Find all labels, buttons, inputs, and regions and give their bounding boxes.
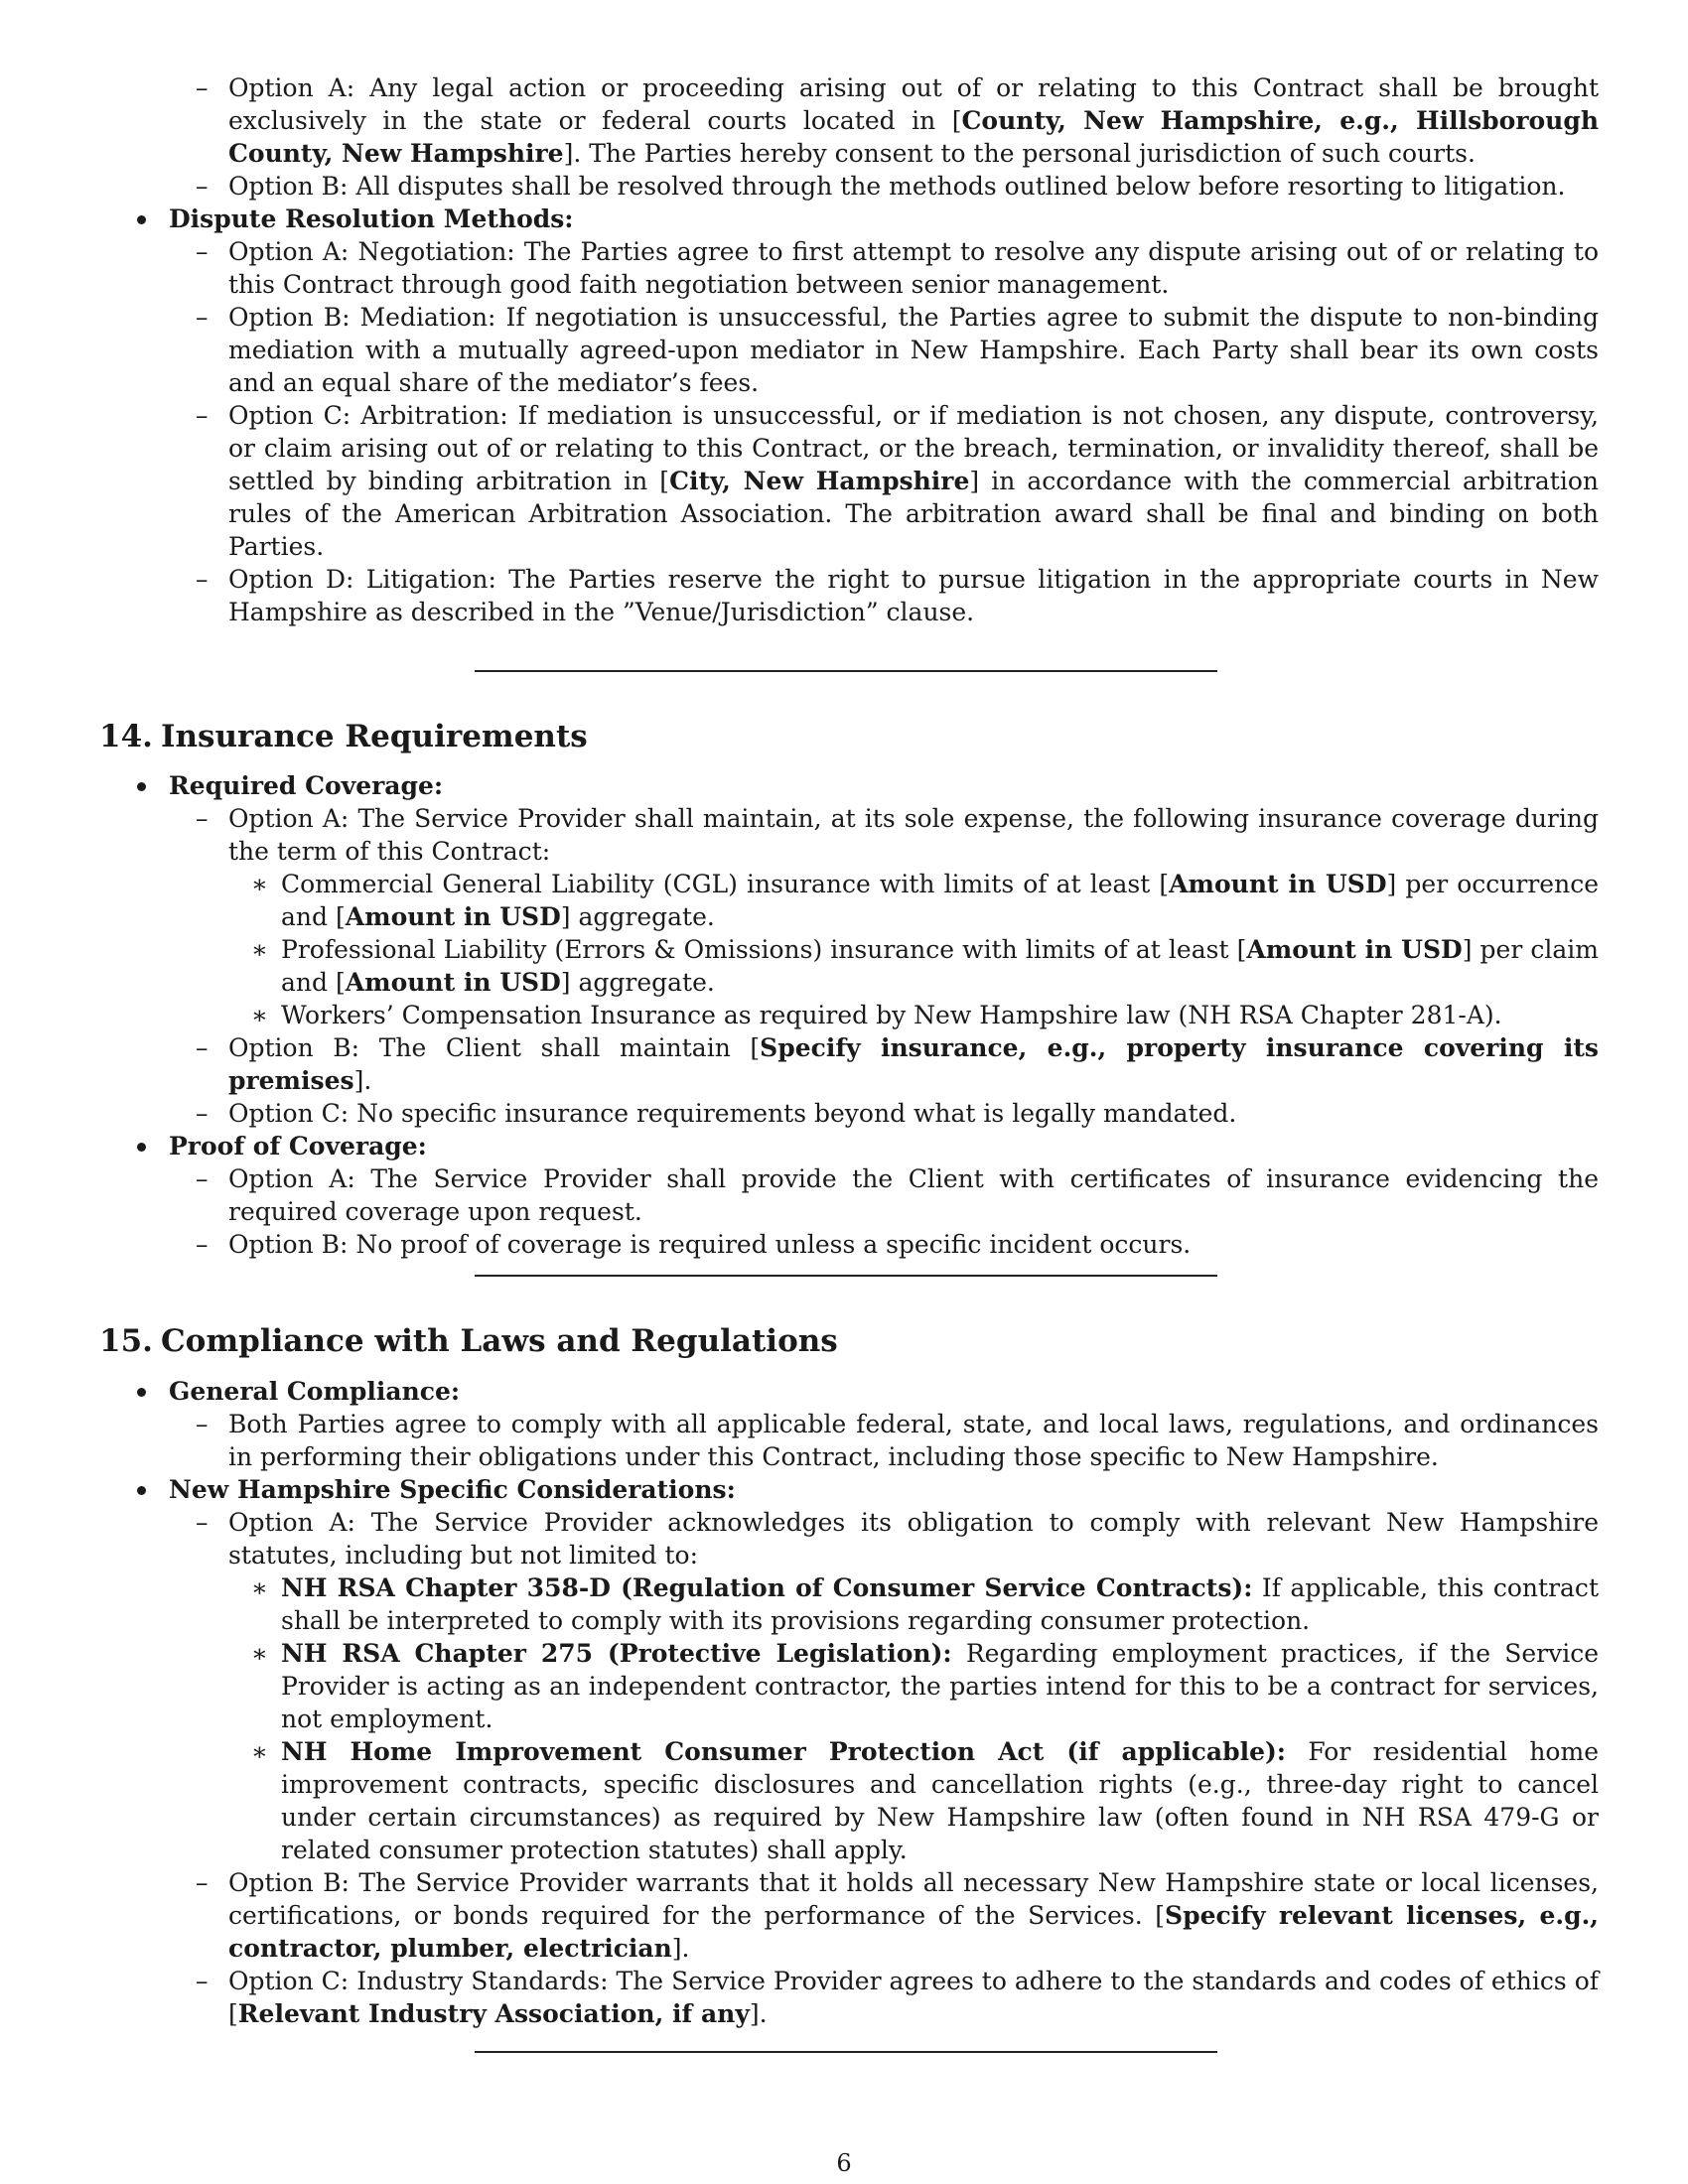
dash-marker: –: [196, 804, 209, 833]
rsa-358d-item: ∗ NH RSA Chapter 358-D (Regulation of Consumer Service Contracts): If applicable, this contract shall be interpreted to comply with its provisions regarding consumer protection.: [251, 1573, 1599, 1635]
rsa-275-item: ∗ NH RSA Chapter 275 (Protective Legislation): Regarding employment practices, if the Service Provider is acting as an independent contractor, the parties intend for this to be a contract for services, not employment.: [251, 1639, 1599, 1733]
page-number: 6: [836, 2149, 852, 2177]
dispute-option-c: – Option C: Arbitration: If mediation is unsuccessful, or if mediation is not chosen, any dispute, controversy, or claim arising out of or relating to this Contract, or the breach, termination, or invalidity thereof, shall be settled by binding arbitration in [City, New Hampshire] in accordance with the commercial arbitration rules of the American Arbitration Association. The arbitration award shall be final and binding on both Parties.: [196, 401, 1599, 561]
dash-marker: –: [196, 1230, 209, 1259]
section-15-heading: 15. Compliance with Laws and Regulations: [99, 1323, 838, 1359]
dash-marker: –: [196, 1099, 209, 1128]
section-divider: [475, 1275, 1217, 1277]
coverage-option-b: – Option B: The Client shall maintain [Specify insurance, e.g., property insurance covering its premises].: [196, 1033, 1599, 1095]
dash-marker: –: [196, 73, 209, 102]
coverage-option-c: – Option C: No specific insurance requirements beyond what is legally mandated.: [196, 1099, 1237, 1128]
dash-marker: –: [196, 565, 209, 594]
asterisk-marker: ∗: [251, 1737, 268, 1766]
dispute-resolution-heading: Dispute Resolution Methods:: [169, 203, 1599, 235]
dash-marker: –: [196, 1508, 209, 1537]
venue-option-b: – Option B: All disputes shall be resolved through the methods outlined below before resorting to litigation.: [196, 172, 1566, 201]
dash-marker: –: [196, 303, 209, 332]
dash-marker: –: [196, 237, 209, 266]
proof-option-b: – Option B: No proof of coverage is required unless a specific incident occurs.: [196, 1230, 1192, 1259]
proof-option-a: – Option A: The Service Provider shall provide the Client with certificates of insurance evidencing the required coverage upon request.: [196, 1164, 1599, 1226]
dash-marker: –: [196, 1410, 209, 1438]
dispute-option-b: – Option B: Mediation: If negotiation is unsuccessful, the Parties agree to submit the dispute to non-binding mediation with a mutually agreed-upon mediator in New Hampshire. Each Party shall bear its own costs and an equal share of the mediator’s fees.: [196, 303, 1599, 397]
venue-option-a: – Option A: Any legal action or proceeding arising out of or relating to this Contract shall be brought exclusively in the state or federal courts located in [County, New Hampshire, e.g., Hillsborough County, New Hampshire]. The Parties hereby consent to the personal jurisdiction of such courts.: [196, 73, 1600, 168]
dash-marker: –: [196, 1967, 209, 1995]
asterisk-marker: ∗: [251, 935, 268, 964]
home-improvement-item: ∗ NH Home Improvement Consumer Protection Act (if applicable): For residential home improvement contracts, specific disclosures and cancellation rights (e.g., three-day right to cancel under certain circumstances) as required by New Hampshire law (often found in NH RSA 479-G or related consumer protection statutes) shall apply.: [251, 1737, 1599, 1864]
nh-option-a: – Option A: The Service Provider acknowledges its obligation to comply with relevant New Hampshire statutes, including but not limited to:: [196, 1508, 1599, 1570]
required-coverage-heading: Required Coverage:: [169, 769, 1599, 802]
nh-specific-heading: New Hampshire Specific Considerations:: [169, 1473, 1599, 1506]
section-14-heading: 14. Insurance Requirements: [99, 719, 588, 754]
bullet-icon: [137, 782, 146, 791]
dash-marker: –: [196, 401, 209, 430]
general-compliance-heading: General Compliance:: [169, 1375, 1599, 1408]
dispute-option-a: – Option A: Negotiation: The Parties agree to first attempt to resolve any dispute arising out of or relating to this Contract through good faith negotiation between senior management.: [196, 237, 1599, 299]
general-compliance-item: – Both Parties agree to comply with all applicable federal, state, and local laws, regulations, and ordinances in performing their obligations under this Contract, including those specific to New Hampshire.: [196, 1410, 1599, 1471]
proof-of-coverage-heading: Proof of Coverage:: [169, 1130, 1599, 1162]
nh-option-c: – Option C: Industry Standards: The Service Provider agrees to adhere to the standards and codes of ethics of [Relevant Industry Association, if any].: [196, 1967, 1599, 2028]
nh-option-b: – Option B: The Service Provider warrants that it holds all necessary New Hampshire state or local licenses, certifications, or bonds required for the performance of the Services. [Specify relevant licenses, e.g., contractor, plumber, electrician].: [196, 1868, 1599, 1963]
cgl-insurance-item: ∗ Commercial General Liability (CGL) insurance with limits of at least [Amount in USD] per occurrence and [Amount in USD] aggregate.: [251, 870, 1599, 931]
dash-marker: –: [196, 172, 209, 201]
venue-options-block: [0, 71, 1688, 628]
dispute-option-d: – Option D: Litigation: The Parties reserve the right to pursue litigation in the appropriate courts in New Hampshire as described in the ”Venue/Jurisdiction” clause.: [196, 565, 1599, 626]
asterisk-marker: ∗: [251, 1639, 268, 1668]
asterisk-marker: ∗: [251, 1001, 268, 1029]
bullet-icon: [137, 1388, 146, 1397]
dash-marker: –: [196, 1164, 209, 1193]
professional-liability-item: ∗ Professional Liability (Errors & Omissions) insurance with limits of at least [Amount in USD] per claim and [Amount in USD] aggregate.: [251, 935, 1600, 997]
dash-marker: –: [196, 1033, 209, 1062]
asterisk-marker: ∗: [251, 870, 268, 898]
bullet-icon: [137, 1486, 146, 1495]
placeholder-city: City, New Hampshire: [669, 467, 970, 495]
bullet-icon: [137, 1143, 146, 1152]
dash-marker: –: [196, 1868, 209, 1897]
section-divider: [475, 2051, 1217, 2053]
insurance-block: [0, 769, 1688, 1261]
placeholder-county: County, New Hampshire, e.g., Hillsborough County, New Hampshire: [228, 106, 1600, 168]
section-divider: [475, 670, 1217, 672]
compliance-block: [0, 1375, 1688, 2030]
coverage-option-a: – Option A: The Service Provider shall maintain, at its sole expense, the following insurance coverage during the term of this Contract:: [196, 804, 1599, 866]
bullet-icon: [137, 215, 146, 224]
asterisk-marker: ∗: [251, 1573, 268, 1602]
workers-comp-item: ∗ Workers’ Compensation Insurance as required by New Hampshire law (NH RSA Chapter 281-A).: [251, 1001, 1502, 1029]
